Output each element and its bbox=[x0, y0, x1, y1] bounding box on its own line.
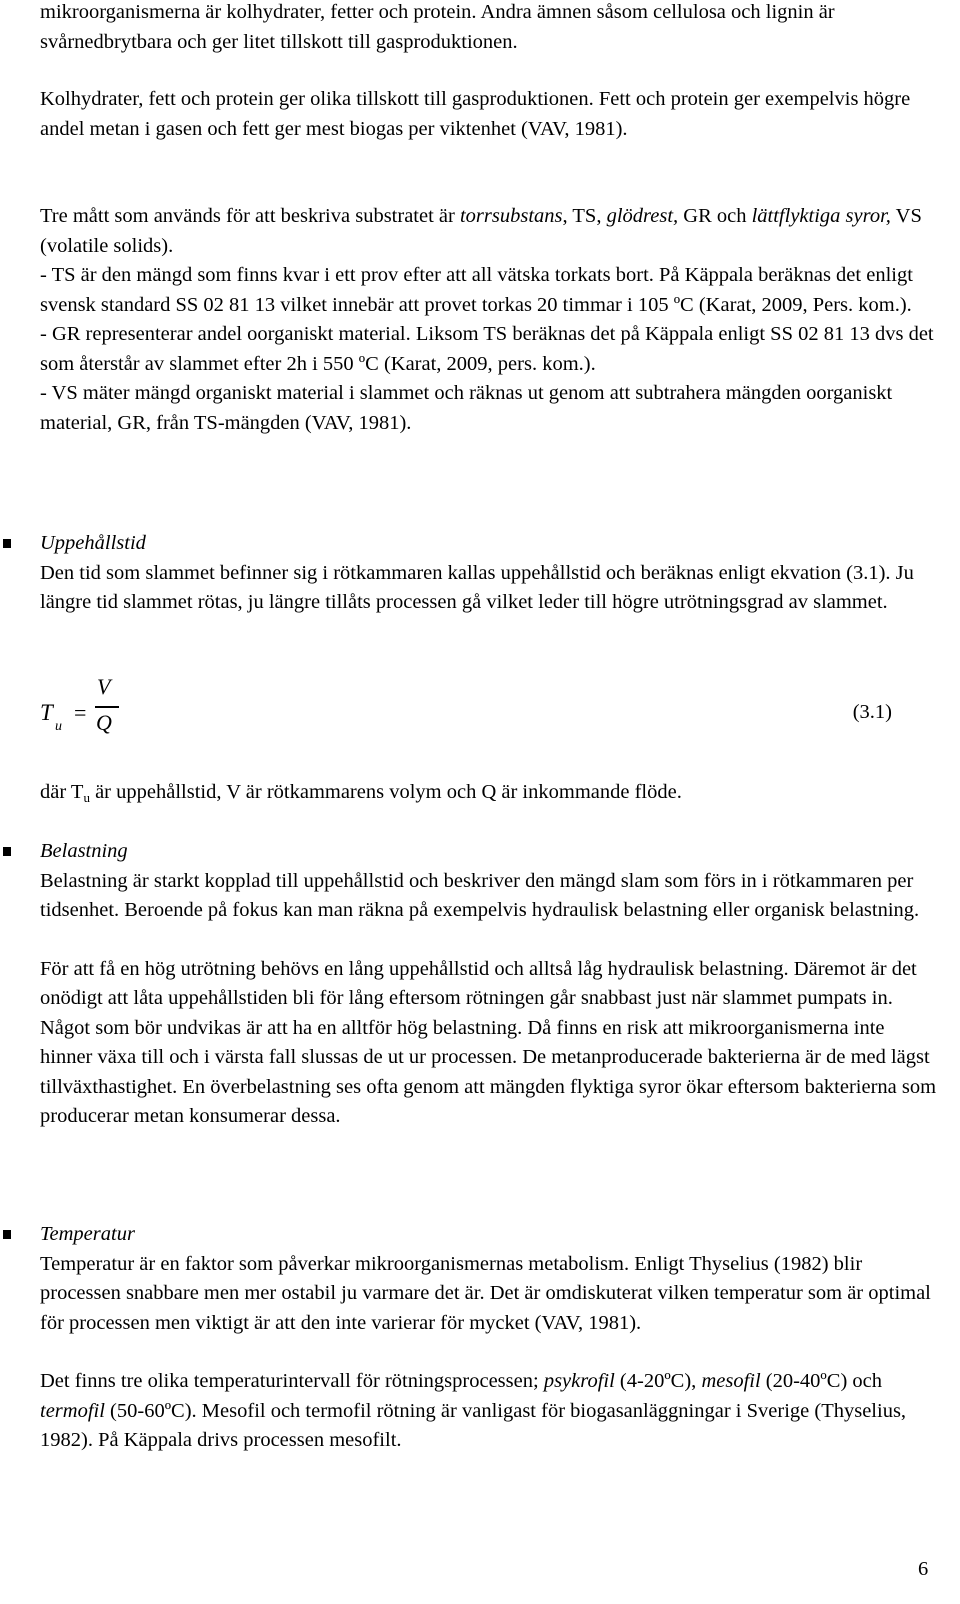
equation-T: T bbox=[40, 700, 53, 725]
section-uppehallstid bbox=[40, 529, 938, 618]
equation-denominator: Q bbox=[96, 710, 112, 735]
equation-number: (3.1) bbox=[852, 701, 892, 723]
paragraph-vs: - VS mäter mängd organiskt material i slammet och räknas ut genom att subtrahera mängden oorganiskt material, GR, från TS-mängden (VAV, 1981). bbox=[40, 382, 893, 434]
paragraph-intro: mikroorganismerna är kolhydrater, fetter och protein. Andra ämnen såsom cellulosa och lignin är svårnedbrytbara och ger litet tillskott till gasproduktionen. bbox=[40, 1, 835, 53]
bullet-square-icon bbox=[3, 847, 11, 856]
paragraph-gr: - GR representerar andel oorganiskt material. Liksom TS beräknas det på Käppala enligt SS 02 81 13 dvs det som återstår av slammet efter 2h i 550 ºC (Karat, 2009, pers. kom.). bbox=[40, 323, 934, 375]
body-temperatur: Temperatur är en faktor som påverkar mikroorganismernas metabolism. Enligt Thyselius (1982) blir processen snabbare men mer ostabil ju varmare det är. Det är omdiskuterat vilken temperatur som är optimal för processen men viktigt är att den inte varierar för mycket (VAV, 1981). bbox=[40, 1252, 931, 1334]
paragraph-tre-matt bbox=[40, 202, 938, 438]
paragraph-dar: där $T_u$ är uppehållstid, V är rötkammarens volym och Q är inkommande flöde. bbox=[40, 781, 682, 805]
section-belastning bbox=[40, 837, 938, 1132]
equation-subscript: u bbox=[55, 719, 62, 734]
paragraph-kolhydrater: Kolhydrater, fett och protein ger olika tillskott till gasproduktionen. Fett och protein ger exempelvis högre andel metan i gasen och fett ger mest biogas per viktenhet (VAV, 1981). bbox=[40, 88, 911, 140]
paragraph-ts: - TS är den mängd som finns kvar i ett prov efter att all vätska torkats bort. På Käppala beräknas det enligt svensk standard SS 02 81 13 vilket innebär att provet torkas 20 timmar i 105 ºC (Karat, 2009, Pers. kom.). bbox=[40, 264, 913, 316]
bullet-square-icon bbox=[3, 1230, 11, 1239]
section-temperatur bbox=[40, 1220, 938, 1456]
heading-belastning: Belastning bbox=[40, 840, 128, 862]
heading-uppehallstid: Uppehållstid bbox=[40, 532, 146, 554]
bullet-square-icon bbox=[3, 539, 11, 548]
equation-numerator: V bbox=[97, 674, 111, 699]
heading-temperatur: Temperatur bbox=[40, 1223, 135, 1245]
body-temperatur-2: Det finns tre olika temperaturintervall för rötningsprocessen; psykrofil (4-20ºC), mesofil (20-40ºC) och termofil (50-60ºC). Mesofil och termofil rötning är vanligast för biogasanläggningar i Sverige (Thyselius, 1982). På Käppala drivs processen mesofilt. bbox=[40, 1370, 907, 1451]
equation-equals: = bbox=[74, 700, 87, 725]
equation-3-1 bbox=[40, 672, 938, 752]
page-number: 6 bbox=[918, 1558, 929, 1580]
body-belastning: Belastning är starkt kopplad till uppehållstid och beskriver den mängd slam som förs in i rötkammaren per tidsenhet. Beroende på fokus kan man räkna på exempelvis hydraulisk belastning eller organisk belastning. bbox=[40, 869, 920, 921]
body-belastning-2: För att få en hög utrötning behövs en lång uppehållstid och alltså låg hydraulisk belastning. Däremot är det onödigt att låta uppehållstiden bli för lång eftersom rötningen går snabbast just när slammet pumpats in. Något som bör undvikas är att ha en alltför hög belastning. Då finns en risk att mikroorganismerna inte hinner växa till och i värsta fall slussas de ut ur processen. De metanproducerade bakterierna är de med lägst tillväxthastighet. En överbelastning ses ofta genom att mängden flyktiga syror ökar eftersom bakterierna som producerar metan konsumerar dessa. bbox=[40, 957, 937, 1127]
subscript-u: u bbox=[83, 790, 90, 805]
body-uppehallstid: Den tid som slammet befinner sig i rötkammaren kallas uppehållstid och beräknas enligt ekvation (3.1). Ju längre tid slammet rötas, ju längre tillåts processen gå vilket leder till högre utrötningsgrad av slammet. bbox=[40, 561, 914, 613]
tre-matt-text: Tre mått som används för att beskriva substratet är torrsubstans, TS, glödrest, GR och lättflyktiga syror, VS (volatile solids). bbox=[40, 205, 922, 257]
